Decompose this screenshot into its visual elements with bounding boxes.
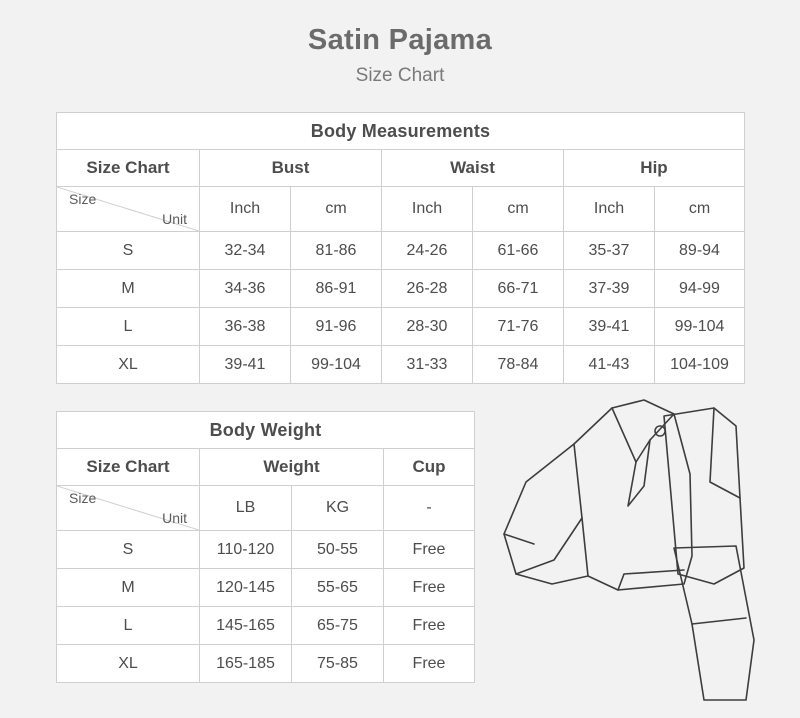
cell-hip-inch: 35-37: [564, 232, 655, 270]
cell-hip-cm: 89-94: [655, 232, 745, 270]
table-row: [57, 270, 745, 308]
row-size-label: M: [57, 270, 200, 308]
group-header-weight: Weight: [200, 449, 384, 486]
cell-waist-inch: 24-26: [382, 232, 473, 270]
table-row: [57, 645, 475, 683]
table-row: [57, 607, 475, 645]
cell-hip-cm: 104-109: [655, 346, 745, 384]
body-measurements-title: Body Measurements: [57, 113, 745, 150]
corner-unit-label: Unit: [162, 211, 187, 227]
group-header-hip: Hip: [564, 150, 745, 187]
cell-hip-cm: 94-99: [655, 270, 745, 308]
cell-bust-inch: 34-36: [200, 270, 291, 308]
cell-bust-inch: 36-38: [200, 308, 291, 346]
table-title-row: [57, 113, 745, 150]
cell-cup: Free: [384, 645, 475, 683]
cell-hip-cm: 99-104: [655, 308, 745, 346]
cell-weight-lb: 120-145: [200, 569, 292, 607]
table-row: [57, 569, 475, 607]
unit-header-hip-cm: cm: [655, 187, 745, 232]
table-title-row: [57, 412, 475, 449]
corner-unit-label: Unit: [162, 510, 187, 526]
cell-waist-cm: 71-76: [473, 308, 564, 346]
pajama-illustration: [478, 378, 788, 708]
unit-header-row: [57, 486, 475, 531]
size-unit-corner-cell: [57, 486, 200, 531]
cell-bust-inch: 39-41: [200, 346, 291, 384]
unit-header-waist-cm: cm: [473, 187, 564, 232]
table-row: [57, 232, 745, 270]
row-size-label: M: [57, 569, 200, 607]
cell-bust-inch: 32-34: [200, 232, 291, 270]
corner-size-label: Size: [69, 191, 97, 207]
cell-hip-inch: 39-41: [564, 308, 655, 346]
cell-weight-kg: 75-85: [292, 645, 384, 683]
unit-header-bust-inch: Inch: [200, 187, 291, 232]
group-header-size-chart: Size Chart: [57, 449, 200, 486]
cell-waist-cm: 61-66: [473, 232, 564, 270]
cell-bust-cm: 81-86: [291, 232, 382, 270]
unit-header-cup: -: [384, 486, 475, 531]
unit-header-weight-lb: LB: [200, 486, 292, 531]
table-row: [57, 531, 475, 569]
group-header-waist: Waist: [382, 150, 564, 187]
row-size-label: S: [57, 531, 200, 569]
group-header-row: [57, 150, 745, 187]
page-title: Satin Pajama: [307, 24, 493, 56]
pajama-set-line-drawing-icon: [478, 378, 788, 708]
body-weight-title: Body Weight: [57, 412, 475, 449]
cell-waist-inch: 31-33: [382, 346, 473, 384]
group-header-bust: Bust: [200, 150, 382, 187]
group-header-size-chart: Size Chart: [57, 150, 200, 187]
cell-weight-lb: 110-120: [200, 531, 292, 569]
cell-cup: Free: [384, 607, 475, 645]
row-size-label: L: [57, 308, 200, 346]
cell-weight-lb: 145-165: [200, 607, 292, 645]
cell-bust-cm: 86-91: [291, 270, 382, 308]
group-header-cup: Cup: [384, 449, 475, 486]
cell-waist-cm: 78-84: [473, 346, 564, 384]
corner-size-label: Size: [69, 490, 97, 506]
unit-header-weight-kg: KG: [292, 486, 384, 531]
cell-weight-kg: 50-55: [292, 531, 384, 569]
cell-waist-inch: 26-28: [382, 270, 473, 308]
body-weight-table: [56, 411, 475, 683]
body-measurements-table: [56, 112, 745, 384]
unit-header-row: [57, 187, 745, 232]
page-subtitle: Size Chart: [355, 65, 445, 86]
group-header-row: [57, 449, 475, 486]
cell-cup: Free: [384, 569, 475, 607]
cell-weight-kg: 65-75: [292, 607, 384, 645]
cell-hip-inch: 37-39: [564, 270, 655, 308]
cell-hip-inch: 41-43: [564, 346, 655, 384]
cell-bust-cm: 99-104: [291, 346, 382, 384]
cell-cup: Free: [384, 531, 475, 569]
size-unit-corner-cell: [57, 187, 200, 232]
row-size-label: XL: [57, 346, 200, 384]
unit-header-hip-inch: Inch: [564, 187, 655, 232]
cell-waist-cm: 66-71: [473, 270, 564, 308]
unit-header-bust-cm: cm: [291, 187, 382, 232]
table-row: [57, 308, 745, 346]
row-size-label: S: [57, 232, 200, 270]
cell-bust-cm: 91-96: [291, 308, 382, 346]
cell-waist-inch: 28-30: [382, 308, 473, 346]
row-size-label: L: [57, 607, 200, 645]
unit-header-waist-inch: Inch: [382, 187, 473, 232]
row-size-label: XL: [57, 645, 200, 683]
cell-weight-lb: 165-185: [200, 645, 292, 683]
cell-weight-kg: 55-65: [292, 569, 384, 607]
